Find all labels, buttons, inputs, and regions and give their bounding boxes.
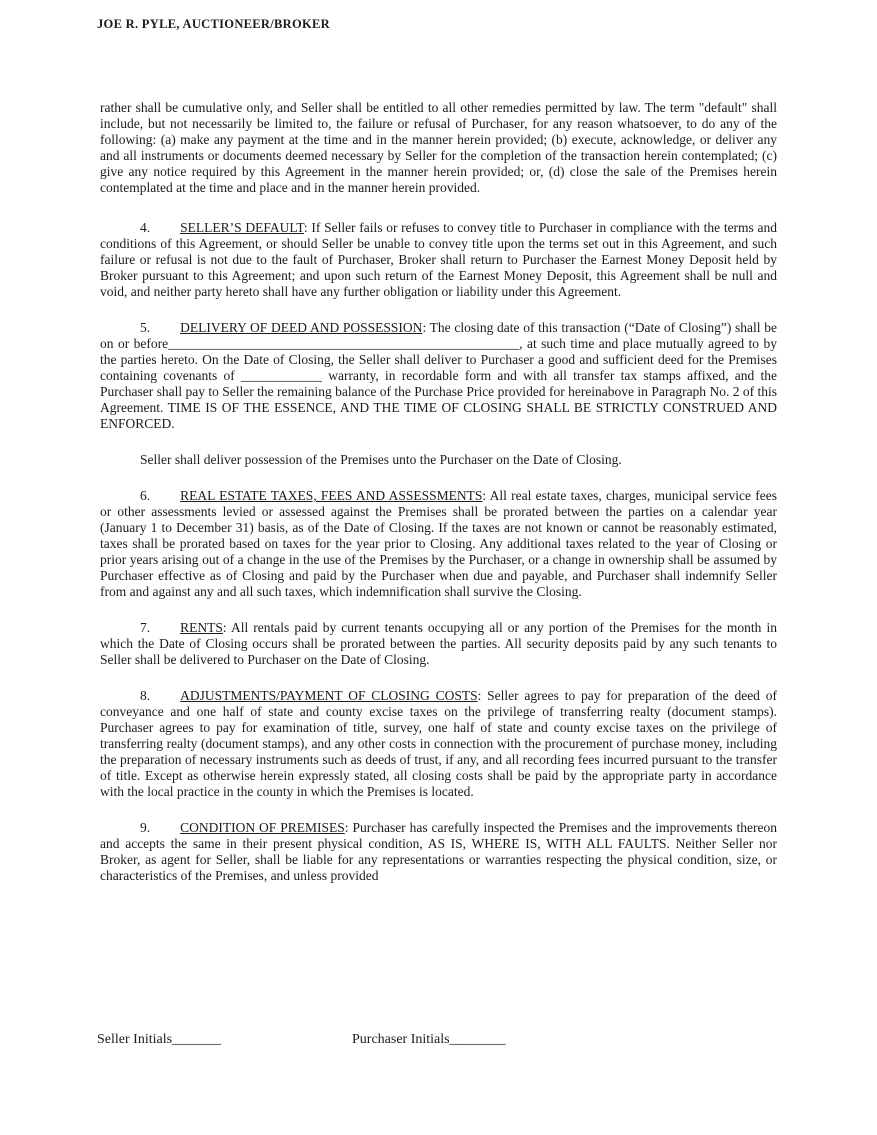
seller-initials-blank: _______ (172, 1032, 222, 1047)
possession-note: Seller shall deliver possession of the Premises unto the Purchaser on the Date of Closing. (140, 452, 622, 467)
section-4-text: : If Seller fails or refuses to convey title to Purchaser in compliance with the terms and conditions of this Agreement, or should Seller be unable to convey title upon the terms set out in this Agreement, and such failure or refusal is not due to the fault of Purchaser, Broker shall return to Purchaser the Earnest Money Deposit held by Broker pursuant to this Agreement; and upon such return of the Earnest Money Deposit, this Agreement shall be null and void, and neither party hereto shall have any further obligation or liability under this Agreement. (100, 220, 778, 299)
section-8-number: 8. (140, 688, 151, 703)
section-8-closing-costs (100, 688, 777, 800)
seller-initials-line (97, 1031, 221, 1049)
seller-initials-label: Seller Initials (97, 1032, 173, 1047)
section-7-rents (100, 620, 777, 668)
section-5-delivery-of-deed (100, 320, 777, 432)
section-5-number: 5. (140, 320, 151, 335)
section-7-number: 7. (140, 620, 151, 635)
section-6-real-estate-taxes (100, 488, 777, 600)
section-4-sellers-default (100, 220, 777, 300)
document-body (100, 100, 777, 904)
section-7-text: : All rentals paid by current tenants occupying all or any portion of the Premises for the month in which the Date of Closing occurs shall be prorated between the parties. All security deposits paid by any such tenants to Seller shall be delivered to Purchaser on the Date of Closing. (100, 620, 777, 667)
paragraph-default-continuation: rather shall be cumulative only, and Seller shall be entitled to all other remedies permitted by law. The term "default" shall include, but not necessarily be limited to, the failure or refusal of Purchaser, for any reason whatsoever, to do any of the following: (a) make any payment at the time and in the manner herein provided; (b) execute, acknowledge, or deliver any and all instruments or documents deemed necessary by Seller for the completion of the transaction herein contemplated; (c) give any notice required by this Agreement in the manner herein provided; or, (d) close the sale of the Premises herein contemplated at the time and place and in the manner herein provided. (100, 100, 777, 195)
section-5-heading: DELIVERY OF DEED AND POSSESSION (180, 320, 423, 335)
section-4-number: 4. (140, 220, 151, 235)
initials-footer (97, 1031, 697, 1051)
section-5-text: : The closing date of this transaction (“Date of Closing”) shall be on or before____________________________________________________, at such time and place mutually agreed to by the parties hereto. On the Date of Closing, the Seller shall deliver to Purchaser a good and sufficient deed for the Premises containing covenants of ____________ warranty, in recordable form and with all transfer tax stamps affixed, and the Purchaser shall pay to Seller the remaining balance of the Purchase Price provided for hereinabove in Paragraph No. 2 of this Agreement. TIME IS OF THE ESSENCE, AND THE TIME OF CLOSING SHALL BE STRICTLY CONSTRUED AND ENFORCED. (100, 320, 777, 431)
section-9-condition-of-premises (100, 820, 777, 884)
section-8-heading: ADJUSTMENTS/PAYMENT OF CLOSING COSTS (180, 688, 478, 703)
section-6-text: : All real estate taxes, charges, municipal service fees or other assessments levied or assessed against the Premises shall be prorated between the parties on a calendar year (January 1 to December 31) basis, as of the Date of Closing. If the taxes are not known or cannot be reasonably estimated, taxes shall be prorated based on taxes for the year prior to Closing. Any additional taxes related to the year of Closing or prior years arising out of a change in the use of the Premises by the Purchaser, or a change in ownership shall be assumed by Purchaser effective as of Closing and paid by the Purchaser when due and payable, and Purchaser shall indemnify Seller from and against any and all such taxes, which indemnification shall survive the Closing. (100, 488, 777, 599)
purchaser-initials-line (352, 1031, 506, 1049)
section-4-heading: SELLER’S DEFAULT (180, 220, 304, 235)
section-9-heading: CONDITION OF PREMISES (180, 820, 345, 835)
section-8-text: : Seller agrees to pay for preparation of the deed of conveyance and one half of state and county excise taxes on the privilege of transferring realty (document stamps). Purchaser agrees to pay for examination of title, survey, one half of state and county excise taxes on the privilege of transferring realty (document stamps), and any other costs in connection with the procurement of purchase money, including the preparation of necessary instruments such as deeds of trust, if any, and all recording fees incurred pursuant to the transfer of title. Except as otherwise herein expressly stated, all closing costs shall be paid by the appropriate party in accordance with the local practice in the county in which the Premises is located. (100, 688, 777, 799)
section-6-heading: REAL ESTATE TAXES, FEES AND ASSESSMENTS (180, 488, 483, 503)
section-9-text: : Purchaser has carefully inspected the Premises and the improvements thereon and accepts the same in their present physical condition, AS IS, WHERE IS, WITH ALL FAULTS. Neither Seller nor Broker, as agent for Seller, shall be liable for any representations or warranties respecting the physical condition, size, or characteristics of the Premises, and unless provided (100, 820, 777, 883)
document-header: JOE R. PYLE, AUCTIONEER/BROKER (97, 17, 330, 31)
section-9-number: 9. (140, 820, 151, 835)
section-6-number: 6. (140, 488, 151, 503)
purchaser-initials-blank: ________ (449, 1032, 506, 1047)
section-7-heading: RENTS (180, 620, 223, 635)
purchaser-initials-label: Purchaser Initials (352, 1032, 450, 1047)
